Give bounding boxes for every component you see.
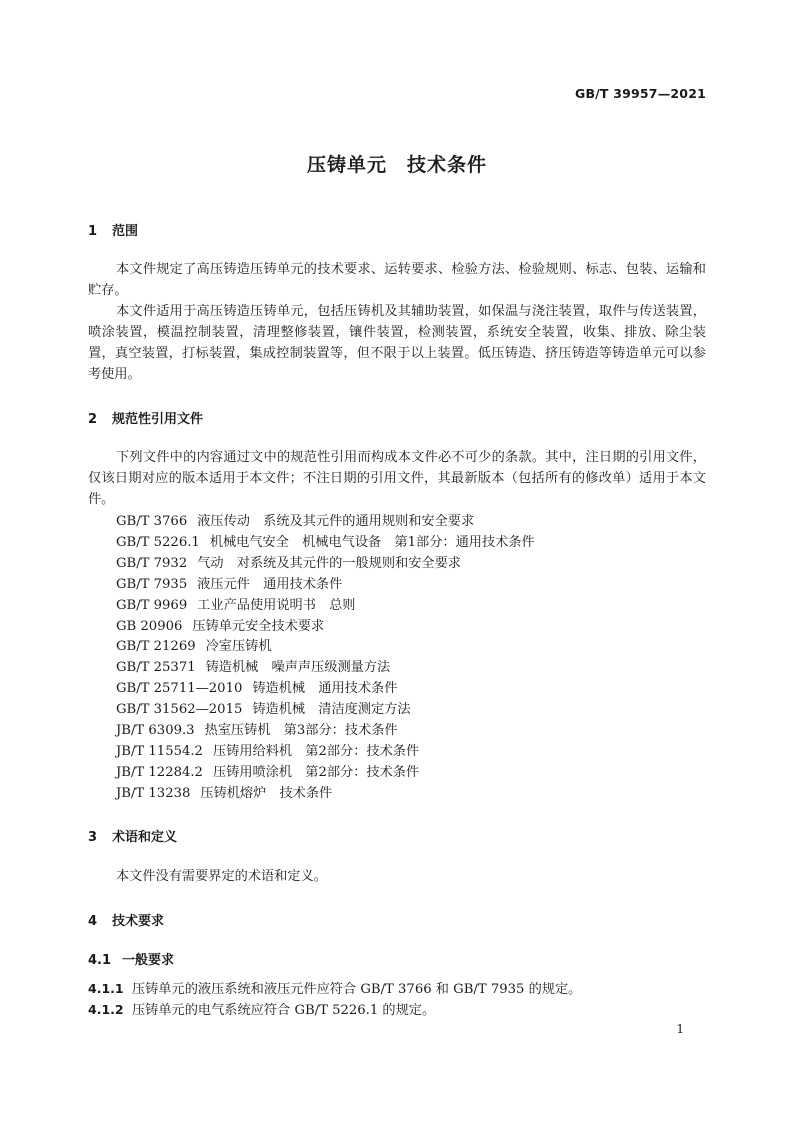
section-title: 范围 [112, 224, 139, 239]
reference-title: 机械电气安全 机械电气设备 第1部分：通用技术条件 [209, 534, 535, 550]
reference-title: 液压元件 通用技术条件 [197, 576, 343, 592]
reference-code: GB/T 7932 [116, 555, 188, 571]
section-title: 技术要求 [112, 914, 165, 929]
page-number: 1 [676, 1022, 684, 1036]
reference-title: 压铸用给料机 第2部分：技术条件 [212, 743, 420, 759]
reference-code: GB/T 3766 [116, 514, 188, 529]
reference-list [116, 512, 535, 805]
reference-item [116, 700, 535, 721]
section-heading-normative-references [88, 408, 203, 427]
reference-title: 冷室压铸机 [205, 639, 272, 655]
reference-item [116, 679, 535, 700]
reference-code: JB/T 11554.2 [116, 743, 203, 759]
reference-code: GB/T 21269 [116, 639, 196, 655]
section-heading-technical-requirements [88, 910, 164, 929]
section-number: 4 [88, 914, 98, 929]
section-heading-terms [88, 826, 177, 845]
reference-item [116, 721, 535, 742]
reference-title: 压铸机熔炉 技术条件 [200, 785, 333, 801]
clause-text: 压铸单元的液压系统和液压元件应符合 GB/T 3766 和 GB/T 7935 的规定。 [132, 982, 582, 997]
reference-item [116, 658, 535, 679]
reference-code: JB/T 12284.2 [116, 764, 203, 780]
section-heading-scope [88, 220, 138, 239]
reference-code: GB/T 7935 [116, 576, 188, 592]
reference-code: GB/T 31562—2015 [116, 702, 243, 718]
reference-item [116, 512, 535, 533]
reference-item [116, 596, 535, 617]
reference-code: GB 20906 [116, 618, 183, 634]
reference-code: GB/T 25371 [116, 660, 196, 676]
section-number: 3 [88, 830, 98, 845]
section-title: 一般要求 [122, 953, 175, 968]
reference-title: 液压传动 系统及其元件的通用规则和安全要求 [197, 514, 475, 529]
reference-item [116, 637, 535, 658]
scope-paragraph-2: 本文件适用于高压铸造压铸单元，包括压铸机及其辅助装置，如保温与浇注装置，取件与传送装置，喷涂装置，模温控制装置，清理整修装置，镶件装置，检测装置，系统安全装置，收集、排放、除尘装置，真空装置，打标装置，集成控制装置等，但不限于以上装置。低压铸造、挤压铸造等铸造单元可以参考使用。 [88, 304, 706, 382]
section-number: 1 [88, 224, 98, 239]
subsection-heading-general [88, 949, 174, 968]
reference-item [116, 554, 535, 575]
reference-title: 气动 对系统及其元件的一般规则和安全要求 [197, 555, 461, 571]
reference-title: 铸造机械 通用技术条件 [252, 681, 398, 697]
reference-title: 热室压铸机 第3部分：技术条件 [204, 723, 398, 739]
reference-item [116, 742, 535, 763]
clause-4-1-1 [88, 978, 706, 1000]
reference-code: JB/T 6309.3 [116, 723, 195, 739]
reference-title: 铸造机械 噪声声压级测量方法 [205, 660, 391, 676]
reference-item [116, 533, 535, 554]
reference-title: 压铸单元安全技术要求 [192, 618, 325, 634]
section-title: 术语和定义 [112, 830, 178, 845]
reference-item [116, 763, 535, 784]
clause-text: 压铸单元的电气系统应符合 GB/T 5226.1 的规定。 [132, 1003, 436, 1018]
document-title: 压铸单元 技术条件 [306, 154, 487, 176]
clause-number: 4.1.1 [88, 981, 124, 996]
section-title: 规范性引用文件 [112, 412, 204, 427]
reference-item [116, 575, 535, 596]
section-number: 2 [88, 412, 98, 427]
reference-title: 压铸用喷涂机 第2部分：技术条件 [212, 764, 420, 780]
reference-item [116, 617, 535, 638]
clause-number: 4.1.2 [88, 1002, 124, 1017]
terms-paragraph: 本文件没有需要界定的术语和定义。 [116, 869, 327, 884]
reference-code: JB/T 13238 [116, 785, 191, 801]
reference-code: GB/T 9969 [116, 597, 188, 613]
references-intro-paragraph: 下列文件中的内容通过文中的规范性引用而构成本文件必不可少的条款。其中，注日期的引用文件，仅该日期对应的版本适用于本文件；不注日期的引用文件，其最新版本（包括所有的修改单）适用于本文件。 [88, 450, 706, 507]
clause-4-1-2 [88, 999, 706, 1021]
standard-code: GB/T 39957—2021 [574, 86, 706, 101]
reference-title: 铸造机械 清洁度测定方法 [252, 702, 411, 718]
reference-code: GB/T 25711—2010 [116, 681, 243, 697]
reference-code: GB/T 5226.1 [116, 534, 200, 550]
reference-item [116, 784, 535, 805]
reference-title: 工业产品使用说明书 总则 [197, 597, 356, 613]
scope-paragraph-1: 本文件规定了高压铸造压铸单元的技术要求、运转要求、检验方法、检验规则、标志、包装、运输和贮存。 [88, 262, 706, 298]
section-number: 4.1 [88, 953, 112, 968]
